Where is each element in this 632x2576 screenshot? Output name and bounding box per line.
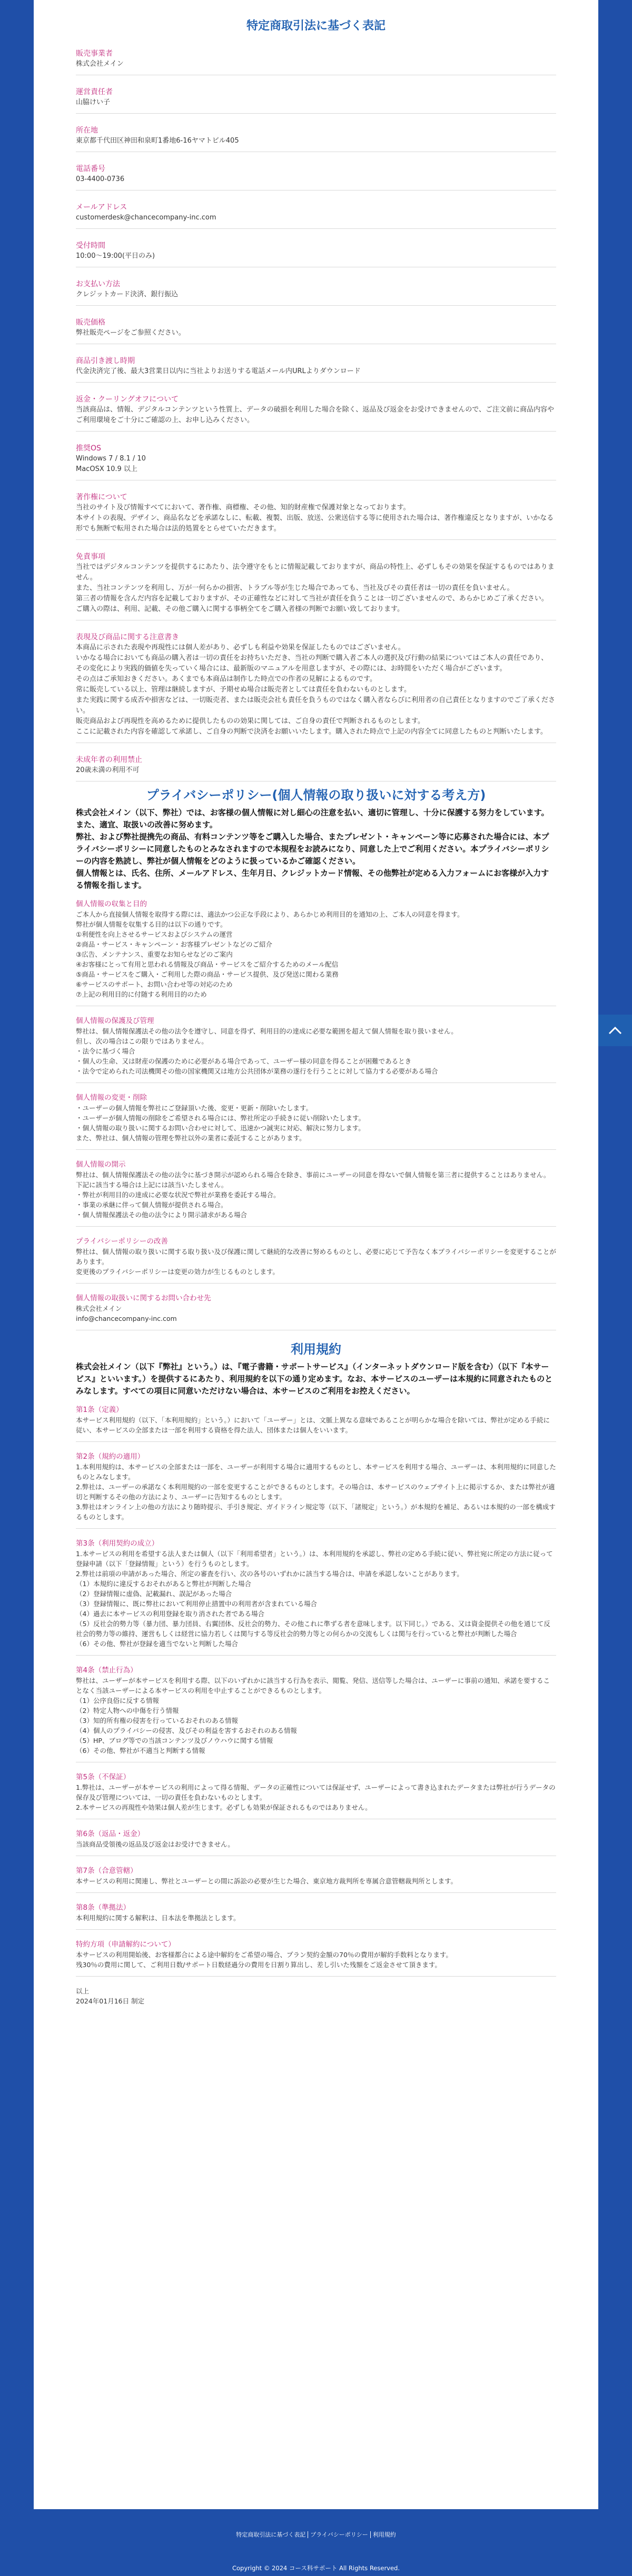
terms-item	[76, 1939, 556, 1977]
privacy-item	[76, 1092, 556, 1150]
terms-value: 当該商品受領後の返品及び返金はお受けできません。	[76, 1840, 234, 1848]
tokusho-value: 株式会社メイン	[76, 60, 124, 68]
tokusho-value: customerdesk@chancecompany-inc.com	[76, 214, 216, 222]
tokusho-value: 代金決済完了後、最大3営業日以内に当社よりお送りする電話メール内URLよりダウンロード	[76, 367, 361, 375]
privacy-label: 個人情報の保護及び管理	[76, 1017, 154, 1025]
terms-item	[76, 1451, 556, 1529]
privacy-item	[76, 1236, 556, 1284]
footer-links	[0, 2530, 632, 2539]
tokusho-label: 所在地	[76, 126, 98, 135]
tokusho-item	[76, 156, 556, 191]
terms-label: 第8条（準拠法）	[76, 1903, 131, 1912]
tokusho-value: 当該商品は、情報、デジタルコンテンツという性質上、データの破損を利用した場合を除く、返品及び返金をお受けできませんので、ご注文前に商品内容やご利用環境をご十分にご確認の上、お申し込みください。	[76, 406, 555, 424]
tokusho-value: 03-4400-0736	[76, 175, 125, 183]
tokusho-item	[76, 387, 556, 432]
terms-item	[76, 1665, 556, 1762]
privacy-item	[76, 899, 556, 1006]
terms-closing: 以上 2024年01月16日 制定	[76, 1987, 145, 2005]
terms-value: 本利用規約に関する解釈は、日本法を準拠法とします。	[76, 1914, 240, 1922]
privacy-label: プライバシーポリシーの改善	[76, 1237, 168, 1246]
tokusho-item	[76, 195, 556, 229]
privacy-value: 弊社は、個人情報保護法その他の法令を遵守し、同意を得ず、利用目的の達成に必要な範囲を超えて個人情報を取り扱いません。 但し、次の場合はこの限りではありません。 ・法令に基づく場合 ・個人の生命、又は財産の保護のために必要がある場合であって、ユーザー様の同意を得ることが困難であるとき ・法令で定められた司法機関その他の国家機関又は地方公共団体が業務の遂行を行うことに対して協力する必要がある場合	[76, 1027, 458, 1075]
tokusho-label: 推奨OS	[76, 444, 101, 453]
terms-label: 第3条（利用契約の成立）	[76, 1539, 159, 1548]
privacy-value: 弊社は、個人情報の取り扱いに関する取り扱い及び保護に関して継続的な改善に努めるものとし、必要に応じて予告なく本プライバシーポリシーを変更することがあります。 変更後のプライバシーポリシーは変更の効力が生じるものとします。	[76, 1248, 556, 1276]
terms-label: 第7条（合意管轄）	[76, 1867, 137, 1875]
privacy-value: ご本人から直接個人情報を取得する際には、適法かつ公正な手段により、あらかじめ利用目的を通知の上、ご本人の同意を得ます。 弊社が個人情報を収集する目的は以下の通りです。 ①利便性を向上させるサービスおよびシステムの運営 ②商品・サービス・キャンペーン・お客様プレゼントなどのご紹介 ③広告、メンテナンス、重要なお知らせなどのご案内 ④お客様にとって有用と思われる情報及び商品・サービスをご紹介するためのメール配信 ⑤商品・サービスをご購入・ご利用した際の商品・サービス提供、及び発送に関わる業務 ⑥サービスのサポート、お問い合わせ等の対応のため ⑦上記の利用目的に付随する利用目的のため	[76, 910, 464, 998]
terms-item	[76, 1829, 556, 1856]
tokusho-value: 東京都千代田区神田和泉町1番地6-16ヤマトビル405	[76, 137, 239, 145]
footer-link-tokusho[interactable]: 特定商取引法に基づく表記	[236, 2531, 306, 2538]
tokusho-list	[76, 41, 556, 781]
terms-lead: 株式会社メイン（以下『弊社』という。）は、『電子書籍・サポートサービス』（インターネットダウンロード版を含む）（以下『本サービス』といいます。）を提供するにあたり、利用規約を以下の通り定めます。なお、本サービスのユーザーは本規約に同意されたものとみなします。すべての項目に同意いただけない場合は、本サービスのご利用をお控えください。	[76, 1362, 553, 1396]
privacy-item	[76, 1293, 556, 1330]
copyright: Copyright © 2024 コース科サポート All Rights Reserved.	[232, 2564, 400, 2572]
tokusho-item	[76, 272, 556, 306]
privacy-label: 個人情報の収集と目的	[76, 900, 147, 908]
terms-value: 本サービスの利用に関連し、弊社とユーザーとの間に訴訟の必要が生じた場合、東京地方裁判所を専属合意管轄裁判所とします。	[76, 1877, 458, 1885]
tokusho-item	[76, 485, 556, 540]
privacy-list	[76, 899, 556, 1330]
terms-label: 第1条（定義）	[76, 1406, 123, 1414]
terms-value: 1.本サービスの利用を希望する法人または個人（以下「利用希望者」という。）は、本利用規約を承認し、弊社の定める手続に従い、弊社宛に所定の方法に従って登録申請（以下「登録情報」という）を行うものとします。 2.弊社は前項の申請があった場合、所定の審査を行い、次の各号のいずれかに該当する場合は、申請を承認しないことがあります。 （1）本規約に違反するおそれがあると弊社が判断した場合 （2）登録情報に虚偽、記載漏れ、誤記があった場合 （3）登録情報に、既に弊社において利用停止措置中の利用者が含まれている場合 （4）過去に本サービスの利用登録を取り消された者である場合 （5）反社会的勢力等（暴力団、暴力団員、右翼団体、反社会的勢力、その他これに準ずる者を意味します。以下同じ。）である、又は資金提供その他を通じて反社会的勢力等の維持、運営もしくは経営に協力若しくは関与する等反社会的勢力等との何らかの交流もしくは関与を行っていると弊社が判断した場合 （6）その他、弊社が登録を適当でないと判断した場合	[76, 1550, 553, 1648]
tokusho-label: 返金・クーリングオフについて	[76, 395, 179, 404]
tokusho-value: 20歳未満の利用不可	[76, 766, 140, 774]
terms-label: 第6条（返品・返金）	[76, 1830, 145, 1838]
tokusho-value: 山脇けい子	[76, 98, 111, 106]
tokusho-label: メールアドレス	[76, 203, 127, 212]
privacy-lead: 株式会社メイン（以下、弊社）では、お客様の個人情報に対し細心の注意を払い、適切に管理し、十分に保護する努力をしています。また、適宜、取扱いの改善に努めます。 弊社、および弊社提携先の商品、有料コンテンツ等をご購入した場合、またプレゼント・キャンペーン等に応募された場合には、本プライバシーポリシーに同意したものとみなされますので本規程をお読みになり、同意した上でご利用ください。本プライバシーポリシーの内容を熟読し、弊社が個人情報をどのように扱っているかご確認ください。 個人情報とは、氏名、住所、メールアドレス、生年月日、クレジットカード情報、その他弊社が定める入力フォームにお客様が入力する情報を指します。	[76, 808, 549, 890]
terms-value: 本サービス利用規約（以下、「本利用規約」という。）において「ユーザー」とは、文脈上異なる意味であることが明らかな場合を除いては、弊社が定める手続に従い、本サービスの全部または一部を利用する資格を得た法人、団体または個人をいいます。	[76, 1416, 550, 1434]
privacy-value: 株式会社メイン info@chancecompany-inc.com	[76, 1305, 177, 1322]
tokusho-label: 未成年者の利用禁止	[76, 756, 142, 764]
privacy-title: プライバシーポリシー(個人情報の取り扱いに対する考え方)	[146, 788, 486, 803]
tokusho-item	[76, 747, 556, 781]
tokusho-label: 商品引き渡し時期	[76, 357, 135, 365]
terms-label: 第2条（規約の適用）	[76, 1452, 145, 1461]
privacy-item	[76, 1016, 556, 1083]
footer-link-privacy[interactable]: プライバシーポリシー	[308, 2531, 370, 2538]
terms-value: 弊社は、ユーザーが本サービスを利用する際、以下のいずれかに該当する行為を表示、閲覧、発信、送信等した場合は、ユーザーに事前の通知、承諾を要することなく当該ユーザーによる本サービスの利用を中止することができるものとします。 （1）公序良俗に反する情報 （2）特定人物への中傷を行う情報 （3）知的所有権の侵害を行っているおそれのある情報 （4）個人のプライバシーの侵害、及びその利益を害するおそれのある情報 （5）HP、ブログ等での当該コンテンツ及びノウハウに関する情報 （6）その他、弊社が不適当と判断する情報	[76, 1677, 550, 1755]
tokusho-value: 当社のサイト及び情報すべてにおいて、著作権、商標権、その他、知的財産権で保護対象となっております。 本サイトの表現、デザイン、商品名などを承諾なしに、転載、複製、出版、放送、公衆送信する等に使用された場合は、著作権違反となりますが、いかなる形でも無断で転用された場合は法的処置をとらせていただきます。	[76, 504, 554, 533]
terms-item	[76, 1405, 556, 1442]
tokusho-item	[76, 625, 556, 743]
tokusho-value: Windows 7 / 8.1 / 10 MacOSX 10.9 以上	[76, 455, 146, 473]
privacy-value: 弊社は、個人情報保護法その他の法令に基づき開示が認められる場合を除き、事前にユーザーの同意を得ないで個人情報を第三者に提供することはありません。 下記に該当する場合は上記には該当いたしません。 ・弊社が利用目的の達成に必要な状況で弊社が業務を委託する場合。 ・事業の承継に伴って個人情報が提供される場合。 ・個人情報保護法その他の法令により開示請求がある場合	[76, 1171, 550, 1219]
tokusho-item	[76, 310, 556, 344]
terms-label: 第4条（禁止行為）	[76, 1666, 137, 1675]
tokusho-title: 特定商取引法に基づく表記	[246, 19, 386, 33]
privacy-label: 個人情報の開示	[76, 1160, 126, 1169]
tokusho-item	[76, 544, 556, 620]
tokusho-label: 表現及び商品に関する注意書き	[76, 633, 179, 642]
terms-item	[76, 1538, 556, 1656]
privacy-value: ・ユーザーの個人情報を弊社にご登録頂いた後、変更・更新・削除いたします。 ・ユーザーが個人情報の削除をご希望される場合には、弊社所定の手続きに従い削除いたします。 ・個人情報の取り扱いに関するお問い合わせに対して、迅速かつ誠実に対応、解決に努力します。 また、弊社は、個人情報の管理を弊社以外の業者に委託することがあります。	[76, 1104, 366, 1142]
tokusho-label: 運営責任者	[76, 88, 113, 96]
privacy-label: 個人情報の変更・削除	[76, 1094, 147, 1102]
tokusho-item	[76, 79, 556, 114]
tokusho-item	[76, 348, 556, 383]
tokusho-item	[76, 118, 556, 152]
terms-value: 本サービスの利用開始後、お客様都合による途中解約をご希望の場合、プラン契約金額の70％の費用が解約手数料となります。 残30％の費用に関して、ご利用日数/サポート日数経過分の費用を日割り算出し、差し引いた残額をご返金させて頂きます。	[76, 1951, 452, 1969]
tokusho-label: 受付時間	[76, 242, 105, 250]
tokusho-value: 10:00～19:00(平日のみ)	[76, 252, 155, 260]
tokusho-value: クレジットカード決済、銀行振込	[76, 290, 179, 298]
tokusho-item	[76, 436, 556, 480]
tokusho-label: 著作権について	[76, 493, 127, 502]
terms-value: 1.弊社は、ユーザーが本サービスの利用によって得る情報、データの正確性については保証せず、ユーザーによって書き込まれたデータまたは弊社が行うデータの保存及び管理については、一切の責任を負わないものとします。 2.本サービスの再現性や効果は個人差が生じます。必ずしも効果が保証されるものではありません。	[76, 1783, 556, 1811]
tokusho-label: お支払い方法	[76, 280, 120, 288]
terms-title: 利用規約	[291, 1342, 341, 1357]
content-panel	[34, 0, 598, 2509]
tokusho-value: 本商品に示された表現や再現性には個人差があり、必ずしも利益や効果を保証したものではございません。 いかなる場合においても商品の購入者は一切の責任をお持ちいただき、当社の判断で購入者ご本人の選択及び行動の結果についてはご本人の責任であり、 その変化により実践的価値を失っていく場合には、最新版のマニュアルを用意しますが、その際には、お時間をいただく場合がございます。 その点はご承知おきください。あくまでも本商品は制作した時点での作者の見解によるものです。 常に販売している以上、管理は継続しますが、予期せぬ場合は販売者としては責任を負わないものとします。 また実践に関する成否や損害などは、一切販売者、または販売会社も責任を負うものではなく購入者ならびに利用者の自己責任となりますのでご了承ください。 販売商品および再現性を高めるために提供したものの効果に関しては、ご自身の責任で判断されるものとします。 ここに記載された内容を確認して承諾し、ご自身の判断で決済をお願いいたします。購入された時点で上記の内容全てに同意したものと判断いたします。	[76, 644, 556, 736]
tokusho-label: 免責事項	[76, 553, 105, 561]
footer	[0, 2509, 632, 2576]
tokusho-value: 当社ではデジタルコンテンツを提供するにあたり、法令遵守をもとに情報記載しておりますが、商品の特性上、必ずしもその効果を保証するものではありません。 また、当社コンテンツを利用し、万が一何らかの損害、トラブル等が生じた場合であっても、当社及びその責任者は一切の責任を負いません。 第三者の情報を含んだ内容を記載しておりますが、その正確性などに対して当社が責任を負うことは一切ございませんので、あらかじめご了承ください。 ご購入の際は、利用、記載、その他ご購入に関する事柄全てをご購入者様の判断でお願い致しております。	[76, 563, 555, 613]
chevron-up-icon	[608, 1026, 622, 1035]
tokusho-item	[76, 41, 556, 75]
terms-list	[76, 1405, 556, 1977]
tokusho-value: 弊社販売ページをご参照ください。	[76, 329, 185, 337]
page-top-button[interactable]	[598, 1015, 632, 1046]
privacy-label: 個人情報の取扱いに関するお問い合わせ先	[76, 1294, 211, 1302]
privacy-item	[76, 1159, 556, 1227]
terms-item	[76, 1866, 556, 1893]
tokusho-label: 販売価格	[76, 318, 105, 327]
terms-item	[76, 1902, 556, 1930]
terms-item	[76, 1772, 556, 1819]
tokusho-label: 電話番号	[76, 165, 105, 173]
terms-label: 第5条（不保証）	[76, 1773, 131, 1781]
terms-label: 特約方項（申請解約について）	[76, 1940, 175, 1949]
tokusho-label: 販売事業者	[76, 49, 113, 58]
tokusho-item	[76, 233, 556, 267]
terms-value: 1.本利用規約は、本サービスの全部または一部を、ユーザーが利用する場合に適用するものとし、本サービスを利用する場合、ユーザーは、本利用規約に同意したものとみなします。 2.弊社は、ユーザーの承諾なく本利用規約の一部を変更することができるものとします。その場合は、本サービスのウェブサイト上に掲示するか、または弊社が適切と判断するその他の方法により、ユーザーに告知するものとします。 3.弊社はオンライン上の他の方法により随時提示、手引き規定、ガイドライン規定等（以下、「諸規定」という。）が本規約を補足、あるいは本規約の一部を構成するものとします。	[76, 1463, 556, 1521]
footer-link-terms[interactable]: 利用規約	[370, 2531, 398, 2538]
